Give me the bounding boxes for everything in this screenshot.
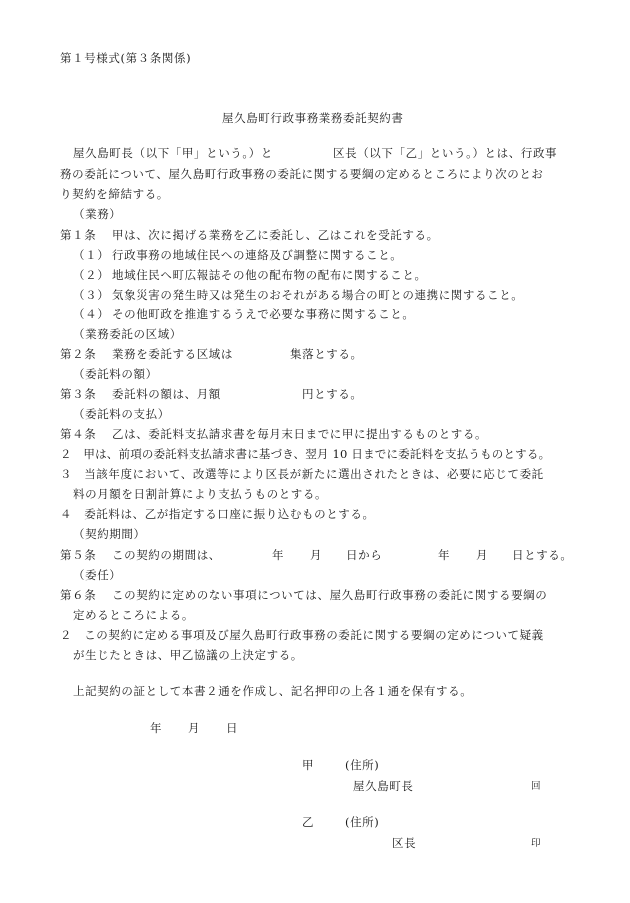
art1-text: 甲は、次に掲げる業務を乙に委託し、乙はこれを受託する。 bbox=[112, 228, 439, 242]
art2-label: 第２条 bbox=[60, 347, 97, 361]
art6-line2: 定めるところによる。 bbox=[73, 608, 194, 622]
art3-label: 第３条 bbox=[60, 387, 97, 401]
art3-heading: （委託料の額） bbox=[73, 367, 158, 381]
art4-para3-line1: ３ 当該年度において、改選等により区長が新たに選出されたときは、必要に応じて委託 bbox=[60, 467, 544, 481]
intro-line2: 務の委託について、屋久島町行政事務の委託に関する要綱の定めるところにより次のとお bbox=[60, 167, 544, 181]
art1-heading: （業務） bbox=[73, 207, 122, 221]
art4-para3-line2: 料の月額を日割計算により支払うものとする。 bbox=[73, 487, 328, 501]
party-b-mark: 乙 bbox=[302, 815, 315, 829]
art5-start-month: 月 bbox=[310, 548, 323, 562]
art4-text: 乙は、委託料支払請求書を毎月末日までに甲に提出するものとする。 bbox=[112, 427, 488, 441]
art4-para4: ４ 委託料は、乙が指定する口座に振り込むものとする。 bbox=[60, 507, 375, 521]
party-a-address: (住所) bbox=[345, 758, 380, 772]
closing-statement: 上記契約の証として本書２通を作成し、記名押印の上各１通を保有する。 bbox=[73, 684, 473, 698]
art5-end-month: 月 bbox=[476, 548, 489, 562]
art1-item-text: 気象災害の発生時又は発生のおそれがある場合の町との連携に関すること。 bbox=[112, 288, 524, 302]
art1-item-num: （３） bbox=[73, 288, 110, 302]
date-day: 日 bbox=[226, 721, 239, 735]
art5-heading: （契約期間） bbox=[73, 527, 146, 541]
art2-heading: （業務委託の区域） bbox=[73, 327, 182, 341]
date-year: 年 bbox=[150, 721, 163, 735]
art1-item-text: 地域住民へ町広報誌その他の配布物の配布に関すること。 bbox=[112, 268, 427, 282]
date-month: 月 bbox=[188, 721, 201, 735]
art4-heading: （委託料の支払） bbox=[73, 407, 170, 421]
document-title: 屋久島町行政事務業務委託契約書 bbox=[222, 111, 404, 125]
party-a-name: 屋久島町長 bbox=[353, 779, 414, 793]
art5-start-day: 日から bbox=[346, 548, 383, 562]
art1-item-text: その他町政を推進するうえで必要な事務に関すること。 bbox=[112, 307, 415, 321]
party-a-mark: 甲 bbox=[302, 758, 315, 772]
intro-line1-b: 区長（以下「乙」という。）とは、行政事 bbox=[333, 146, 558, 160]
art4-label: 第４条 bbox=[60, 427, 97, 441]
art3-text-a: 委託料の額は、月額 bbox=[112, 387, 221, 401]
art5-start-year: 年 bbox=[272, 548, 285, 562]
art5-label: 第５条 bbox=[60, 548, 97, 562]
art5-text: この契約の期間は、 bbox=[112, 548, 221, 562]
art6-line1: この契約に定めのない事項については、屋久島町行政事務の委託に関する要綱の bbox=[112, 588, 548, 602]
art2-text-a: 業務を委託する区域は bbox=[112, 347, 233, 361]
art5-end-year: 年 bbox=[438, 548, 451, 562]
art5-end-day: 日とする。 bbox=[512, 548, 573, 562]
art1-label: 第１条 bbox=[60, 228, 97, 242]
form-label: 第１号様式(第３条関係) bbox=[60, 51, 192, 65]
art6-label: 第６条 bbox=[60, 588, 97, 602]
party-b-name: 区長 bbox=[392, 836, 417, 850]
party-a-seal: 回 bbox=[531, 781, 542, 792]
art6-para2-line1: ２ この契約に定める事項及び屋久島町行政事務の委託に関する要綱の定めについて疑義 bbox=[60, 628, 544, 642]
art6-para2-line2: が生じたときは、甲乙協議の上決定する。 bbox=[73, 648, 303, 662]
art1-item-text: 行政事務の地域住民への連絡及び調整に関すること。 bbox=[112, 248, 403, 262]
art3-text-b: 円とする。 bbox=[302, 387, 363, 401]
art1-item-num: （２） bbox=[73, 268, 110, 282]
art1-item-num: （１） bbox=[73, 248, 110, 262]
party-b-address: (住所) bbox=[345, 815, 380, 829]
art2-text-b: 集落とする。 bbox=[290, 347, 363, 361]
art4-para2: ２ 甲は、前項の委託料支払請求書に基づき、翌月 10 日までに委託料を支払うものとする。 bbox=[60, 447, 551, 461]
party-b-seal: 印 bbox=[531, 838, 542, 849]
intro-line3: り契約を締結する。 bbox=[60, 187, 169, 201]
intro-line1-a: 屋久島町長（以下「甲」という。）と bbox=[73, 146, 273, 160]
art1-item-num: （４） bbox=[73, 307, 110, 321]
art6-heading: （委任） bbox=[73, 568, 122, 582]
